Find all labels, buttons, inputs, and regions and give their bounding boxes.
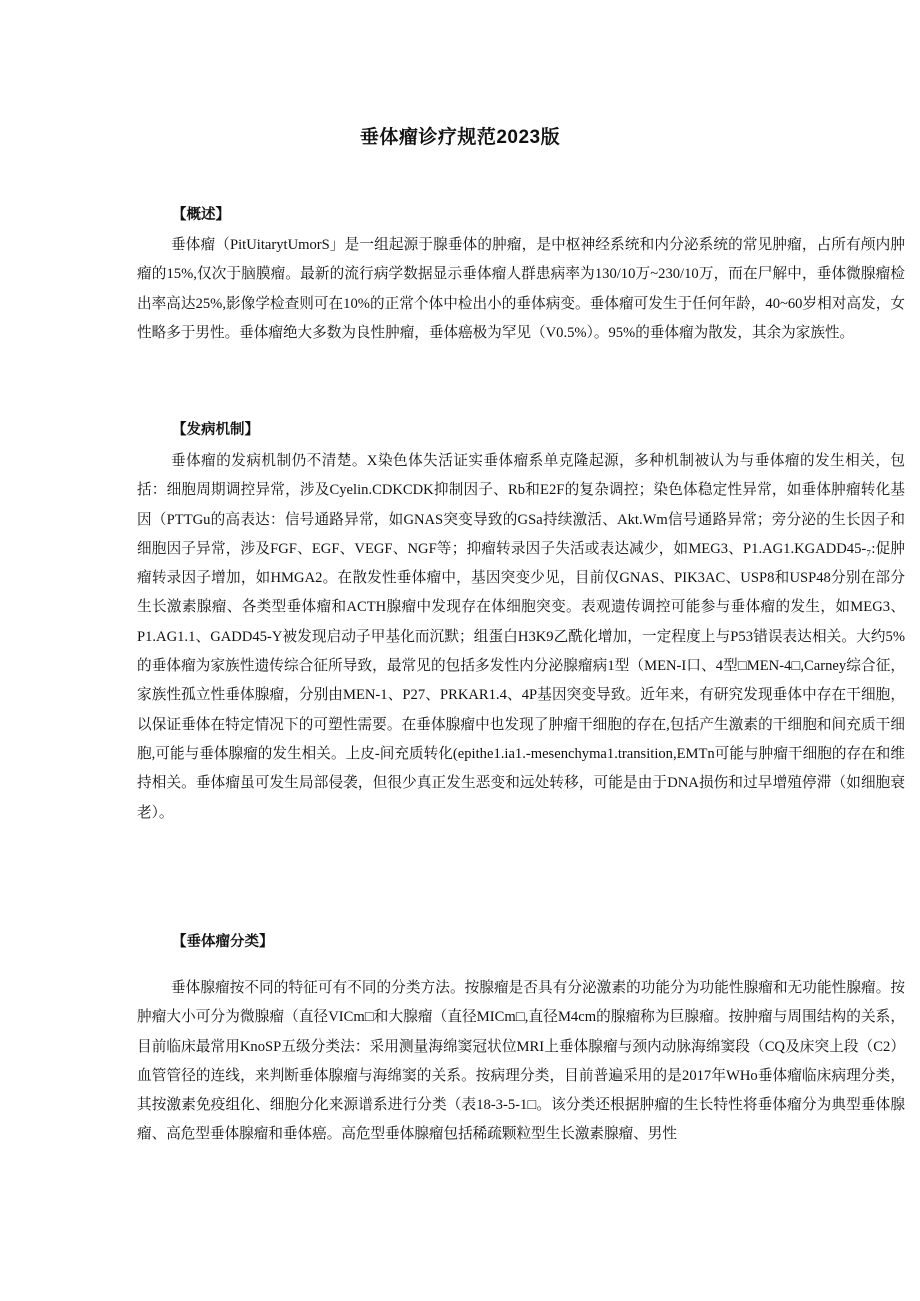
section-paragraph-pathogenesis: 垂体瘤的发病机制仍不清楚。X染色体失活证实垂体瘤系单克隆起源，多种机制被认为与垂体瘤的发生相关，包括：细胞周期调控异常，涉及Cyelin.CDKCDK抑制因子、Rb和E2F的复杂调控；染色体稳定性异常，如垂体肿瘤转化基因（PTTGu的高表达：信号通路异常，如GNAS突变导致的GSa持续激活、Akt.Wm信号通路异常；旁分泌的生长因子和细胞因子异常，涉及FGF、EGF、VEGF、NGF等；抑瘤转录因子失活或表达减少，如MEG3、P1.AG1.KGADD45-₇:促肿瘤转录因子增加，如HMGA2。在散发性垂体瘤中，基因突变少见，目前仅GNAS、PIK3AC、USP8和USP48分别在部分生长激素腺瘤、各类型垂体瘤和ACTH腺瘤中发现存在体细胞突变。表观遗传调控可能参与垂体瘤的发生，如MEG3、P1.AG1.1、GADD45-Y被发现启动子甲基化而沉默；组蛋白H3K9乙酰化增加，一定程度上与P53错误表达相关。大约5%的垂体瘤为家族性遗传综合征所导致，最常见的包括多发性内分泌腺瘤病1型（MEN-I口、4型□MEN-4□,Carney综合征，家族性孤立性垂体腺瘤，分别由MEN-1、P27、PRKAR1.4、4P基因突变导致。近年来，有研究发现垂体中存在干细胞，以保证垂体在特定情况下的可塑性需要。在垂体腺瘤中也发现了肿瘤干细胞的存在,包括产生激素的干细胞和间充质干细胞,可能与垂体腺瘤的发生相关。上皮-间充质转化(epithe1.ia1.-mesenchyma1.transition,EMTn可能与肿瘤干细胞的存在和维持相关。垂体瘤虽可发生局部侵袭，但很少真正发生恶变和远处转移，可能是由于DNA损伤和过早增殖停滞（如细胞衰老）。 xyxy=(137,453,905,821)
section-heading-overview: 【概述】 xyxy=(172,207,230,223)
section-heading-classification: 【垂体瘤分类】 xyxy=(172,934,274,950)
section-paragraph-overview: 垂体瘤（PitUitarytUmorS」是一组起源于腺垂体的肿瘤，是中枢神经系统和内分泌系统的常见肿瘤，占所有颅内肿瘤的15%,仅次于脑膜瘤。最新的流行病学数据显示垂体瘤人群患病率为130/10万~230/10万，而在尸解中，垂体微腺瘤检出率高达25%,影像学检查则可在10%的正常个体中检出小的垂体病变。垂体瘤可发生于任何年龄，40~60岁相对高发，女性略多于男性。垂体瘤绝大多数为良性肿瘤，垂体癌极为罕见（V0.5%）。95%的垂体瘤为散发，其余为家族性。 xyxy=(137,237,905,341)
document-title: 垂体瘤诊疗规范2023版 xyxy=(359,127,561,148)
section-paragraph-classification: 垂体腺瘤按不同的特征可有不同的分类方法。按腺瘤是否具有分泌激素的功能分为功能性腺瘤和无功能性腺瘤。按肿瘤大小可分为微腺瘤（直径VICm□和大腺瘤（直径MICm□,直径M4cm的腺瘤称为巨腺瘤。按肿瘤与周围结构的关系，目前临床最常用KnoSP五级分类法：采用测量海绵窦冠状位MRI上垂体腺瘤与颈内动脉海绵窦段（CQ及床突上段（C2）血管管径的连线，来判断垂体腺瘤与海绵窦的关系。按病理分类，目前普遍采用的是2017年WHo垂体瘤临床病理分类，其按激素免疫组化、细胞分化来源谱系进行分类（表18-3-5-1□。该分类还根据肿瘤的生长特性将垂体瘤分为典型垂体腺瘤、高危型垂体腺瘤和垂体癌。高危型垂体腺瘤包括稀疏颗粒型生长激素腺瘤、男性 xyxy=(137,980,905,1143)
section-heading-pathogenesis: 【发病机制】 xyxy=(172,422,259,438)
